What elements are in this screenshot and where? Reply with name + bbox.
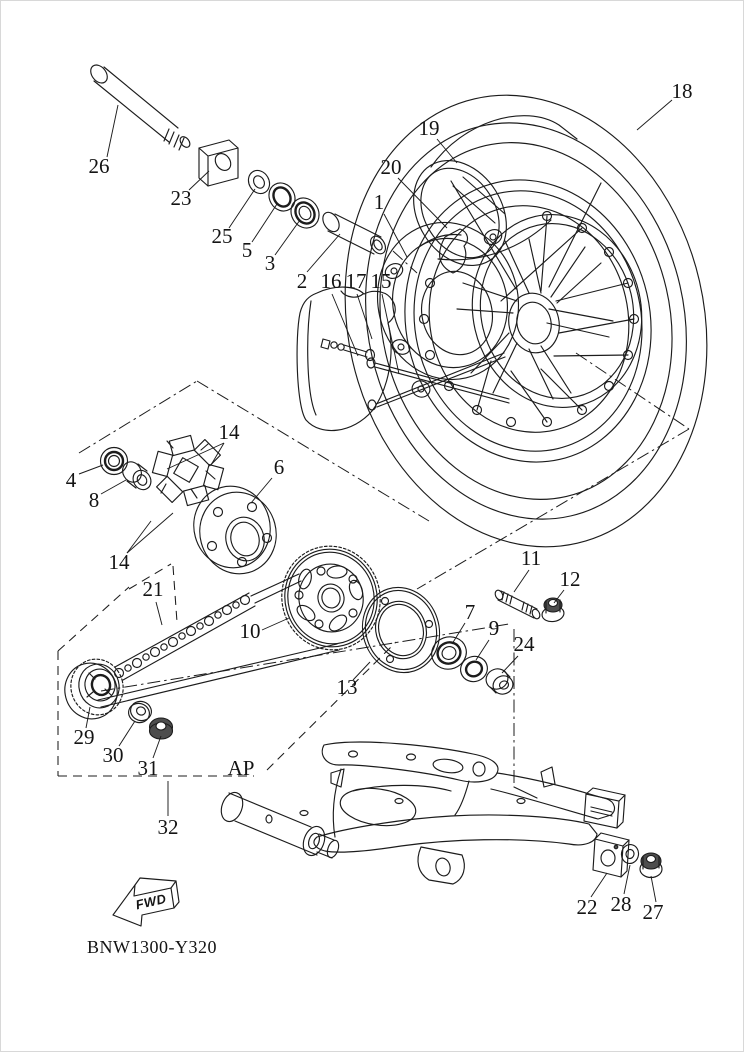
fwd-label: FWD xyxy=(134,890,168,913)
part-label-16: 16 xyxy=(320,268,342,293)
leader-line-18 xyxy=(637,100,672,130)
chain-puller-block xyxy=(593,833,629,877)
exploded-parts-diagram xyxy=(1,1,744,1052)
swingarm xyxy=(217,742,625,884)
spacer-collar-2 xyxy=(319,209,388,256)
leader-line-9 xyxy=(476,640,489,660)
nut-31 xyxy=(150,718,173,739)
construction-lines xyxy=(58,251,689,798)
leader-line-31 xyxy=(153,736,161,758)
cush-drive-dampers xyxy=(152,435,223,505)
diagram-code: BNW1300-Y320 xyxy=(87,937,217,957)
wheel-hub-core xyxy=(453,198,660,425)
part-label-17: 17 xyxy=(345,268,367,293)
part-label-31: 31 xyxy=(137,755,159,780)
sprocket-hub xyxy=(185,478,286,583)
part-label-29: 29 xyxy=(73,724,95,749)
leader-line-25 xyxy=(229,189,255,228)
leader-line-2 xyxy=(307,234,340,272)
front-sprocket xyxy=(59,653,130,725)
part-label-9: 9 xyxy=(488,615,500,640)
part-label-15: 15 xyxy=(370,268,392,293)
part-label-27: 27 xyxy=(642,899,664,924)
leader-line-5 xyxy=(252,204,277,242)
flange-nut-12 xyxy=(541,598,565,623)
part-label-14: 14 xyxy=(108,549,130,574)
leader-line-14 xyxy=(127,521,151,553)
part-label-2: 2 xyxy=(296,268,308,293)
part-label-12: 12 xyxy=(559,566,581,591)
leader-line-14 xyxy=(127,513,173,553)
part-label-22: 22 xyxy=(576,894,598,919)
washer-30 xyxy=(126,699,154,726)
part-label-14: 14 xyxy=(218,419,240,444)
leader-line-17 xyxy=(357,294,372,339)
part-label-20: 20 xyxy=(380,154,402,179)
part-label-3: 3 xyxy=(264,250,276,275)
part-label-30: 30 xyxy=(102,742,124,767)
bearing-7 xyxy=(427,632,471,674)
spoke-nipples xyxy=(420,212,639,427)
leader-line-24 xyxy=(502,656,518,673)
part-label-4: 4 xyxy=(65,467,77,492)
part-label-11: 11 xyxy=(520,545,542,570)
axle-shaft xyxy=(87,62,192,150)
leader-line-27 xyxy=(651,876,656,902)
leader-line-26 xyxy=(107,105,118,157)
nut-27 xyxy=(640,853,662,878)
valve-stem xyxy=(321,339,375,361)
fwd-arrow xyxy=(113,878,179,926)
leader-line-10 xyxy=(262,618,289,630)
part-label-28: 28 xyxy=(610,891,632,916)
part-label-AP: AP xyxy=(227,755,255,780)
leader-line-8 xyxy=(101,480,126,494)
part-label-32: 32 xyxy=(157,814,179,839)
part-label-5: 5 xyxy=(241,237,253,262)
part-label-26: 26 xyxy=(88,153,110,178)
leader-line-1 xyxy=(384,214,407,257)
spacer-8 xyxy=(119,458,154,493)
part-label-7: 7 xyxy=(464,599,476,624)
leader-line-21 xyxy=(156,602,162,625)
leader-line-11 xyxy=(514,570,529,592)
leader-line-6 xyxy=(251,478,272,503)
leader-line-3 xyxy=(275,220,300,255)
stud-bolt-11 xyxy=(494,589,542,620)
collar-24 xyxy=(483,666,515,697)
part-label-24: 24 xyxy=(513,631,535,656)
part-label-18: 18 xyxy=(671,78,693,103)
part-label-13: 13 xyxy=(336,674,358,699)
leader-line-22 xyxy=(591,873,607,897)
part-label-25: 25 xyxy=(211,223,233,248)
leader-line-4 xyxy=(79,465,103,474)
part-label-21: 21 xyxy=(142,576,164,601)
part-label-1: 1 xyxy=(373,189,385,214)
axle-plate xyxy=(199,140,238,186)
part-label-6: 6 xyxy=(273,454,285,479)
part-label-23: 23 xyxy=(170,185,192,210)
part-label-19: 19 xyxy=(418,115,440,140)
tire xyxy=(301,59,744,583)
part-label-10: 10 xyxy=(239,618,261,643)
bearing-4 xyxy=(101,448,128,475)
part-label-8: 8 xyxy=(88,487,100,512)
leader-line-20 xyxy=(398,178,447,228)
